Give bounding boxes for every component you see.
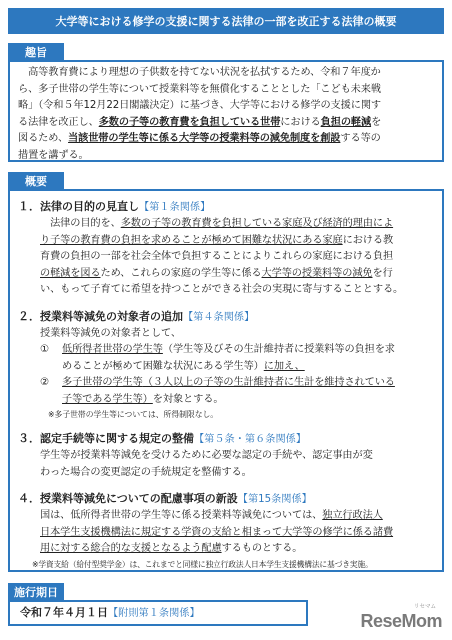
shushi-line-3: 略」（令和５年12月22日閣議決定）に基づき、大学等における修学の支援に関す <box>18 100 381 111</box>
gaiyo-s3-line-2: わった場合の変更認定の手続規定を整備する。 <box>40 466 252 478</box>
shushi-line-2: ら、多子世帯の学生等について授業料等を無償化することとした「こども未来戦 <box>18 83 381 95</box>
shushi-emphasis-many-children: 多数の子等の教育費を負担している世帯 <box>98 116 281 128</box>
seko-box <box>8 600 308 626</box>
shushi-emphasis-system: 当該世帯の学生等に係る大学等の授業料等の減免制度を創設 <box>68 133 341 144</box>
shushi-line-6: 措置を講ずる。 <box>18 149 89 161</box>
gaiyo-box <box>8 189 444 572</box>
gaiyo-s4-heading: ４．授業料等減免についての配慮事項の新設【第15条関係】 <box>18 492 312 505</box>
gaiyo-s2-note: ※多子世帯の学生等については、所得制限なし。 <box>48 410 219 419</box>
gaiyo-s1-line-5: い、もって子育てに希望を持つことができる社会の実現に寄与することとする。 <box>40 284 404 295</box>
gaiyo-s2-heading: ２．授業料等減免の対象者の追加【第４条関係】 <box>18 309 255 323</box>
gaiyo-s4-line-1: 国は、低所得者世帯の学生等に係る授業料等減免については、独立行政法人 <box>40 510 383 521</box>
gaiyo-s3-heading: ３．認定手続等に関する規定の整備【第５条・第６条関係】 <box>18 432 307 445</box>
logo-subtext: リセマム <box>414 604 436 610</box>
section-label-seko: 施行期日 <box>8 583 64 601</box>
shushi-box <box>8 60 444 162</box>
gaiyo-s1-line-3: 育費の負担の一部を社会全体で負担することによりこれらの家庭における負担 <box>40 251 394 262</box>
section-label-gaiyo: 概要 <box>8 172 64 190</box>
gaiyo-s4-line-2: 日本学生支援機構法に規定する学資の支給と相まって大学等の修学に係る諸費 <box>40 526 394 538</box>
resemom-logo <box>360 604 442 632</box>
document-title: 大学等における修学の支援に関する法律の一部を改正する法律の概要 <box>8 8 444 34</box>
shushi-line-1: 高等教育費により理想の子供数を持てない状況を払拭するため、令和７年度か <box>18 67 381 78</box>
shushi-line-4: る法律を改正し、多数の子等の教育費を負担している世帯における負担の軽減を <box>18 116 382 128</box>
section-label-shushi: 趣旨 <box>8 43 64 61</box>
gaiyo-s1-line-4: の軽減を図るため、これらの家庭の学生等に係る大学等の授業料等の減免を行 <box>40 267 393 279</box>
shushi-line-5: 図るため、当該世帯の学生等に係る大学等の授業料等の減免制度を創設する等の <box>18 133 381 144</box>
logo-text: ReseMom <box>360 611 442 631</box>
seko-date: 令和７年４月１日【附則第１条関係】 <box>20 606 200 619</box>
gaiyo-s1-heading: １．法律の目的の見直し【第１条関係】 <box>18 200 211 213</box>
shushi-emphasis-burden: 負担の軽減 <box>320 116 372 128</box>
gaiyo-s1-line-1: 法律の目的を、多数の子等の教育費を負担している家庭及び経済的理由によ <box>40 218 394 229</box>
gaiyo-s2-item-1: ① 低所得者世帯の学生等（学生等及びその生計維持者に授業料等の負担を求 めることが極めて困難な状況にある学生等）に加え、 <box>40 344 395 372</box>
gaiyo-s3-line-1: 学生等が授業料等減免を受けるために必要な認定の手続や、認定事由が変 <box>40 450 373 461</box>
gaiyo-s4-line-3: 用に対する総合的な支援となるよう配慮するものとする。 <box>40 543 303 554</box>
gaiyo-s2-intro: 授業料等減免の対象者として、 <box>40 327 182 339</box>
gaiyo-s1-line-2: り子等の教育費の負担を求めることが極めて困難な状況にある家庭における教 <box>40 234 394 246</box>
gaiyo-s4-note: ※学資支給（給付型奨学金）は、これまでと同様に独立行政法人日本学生支援機構法に基づき実施。 <box>32 559 373 569</box>
gaiyo-s2-item-2: ② 多子世帯の学生等（３人以上の子等の生計維持者に生計を維持されている 子等である学生等）を対象とする。 <box>40 377 395 405</box>
